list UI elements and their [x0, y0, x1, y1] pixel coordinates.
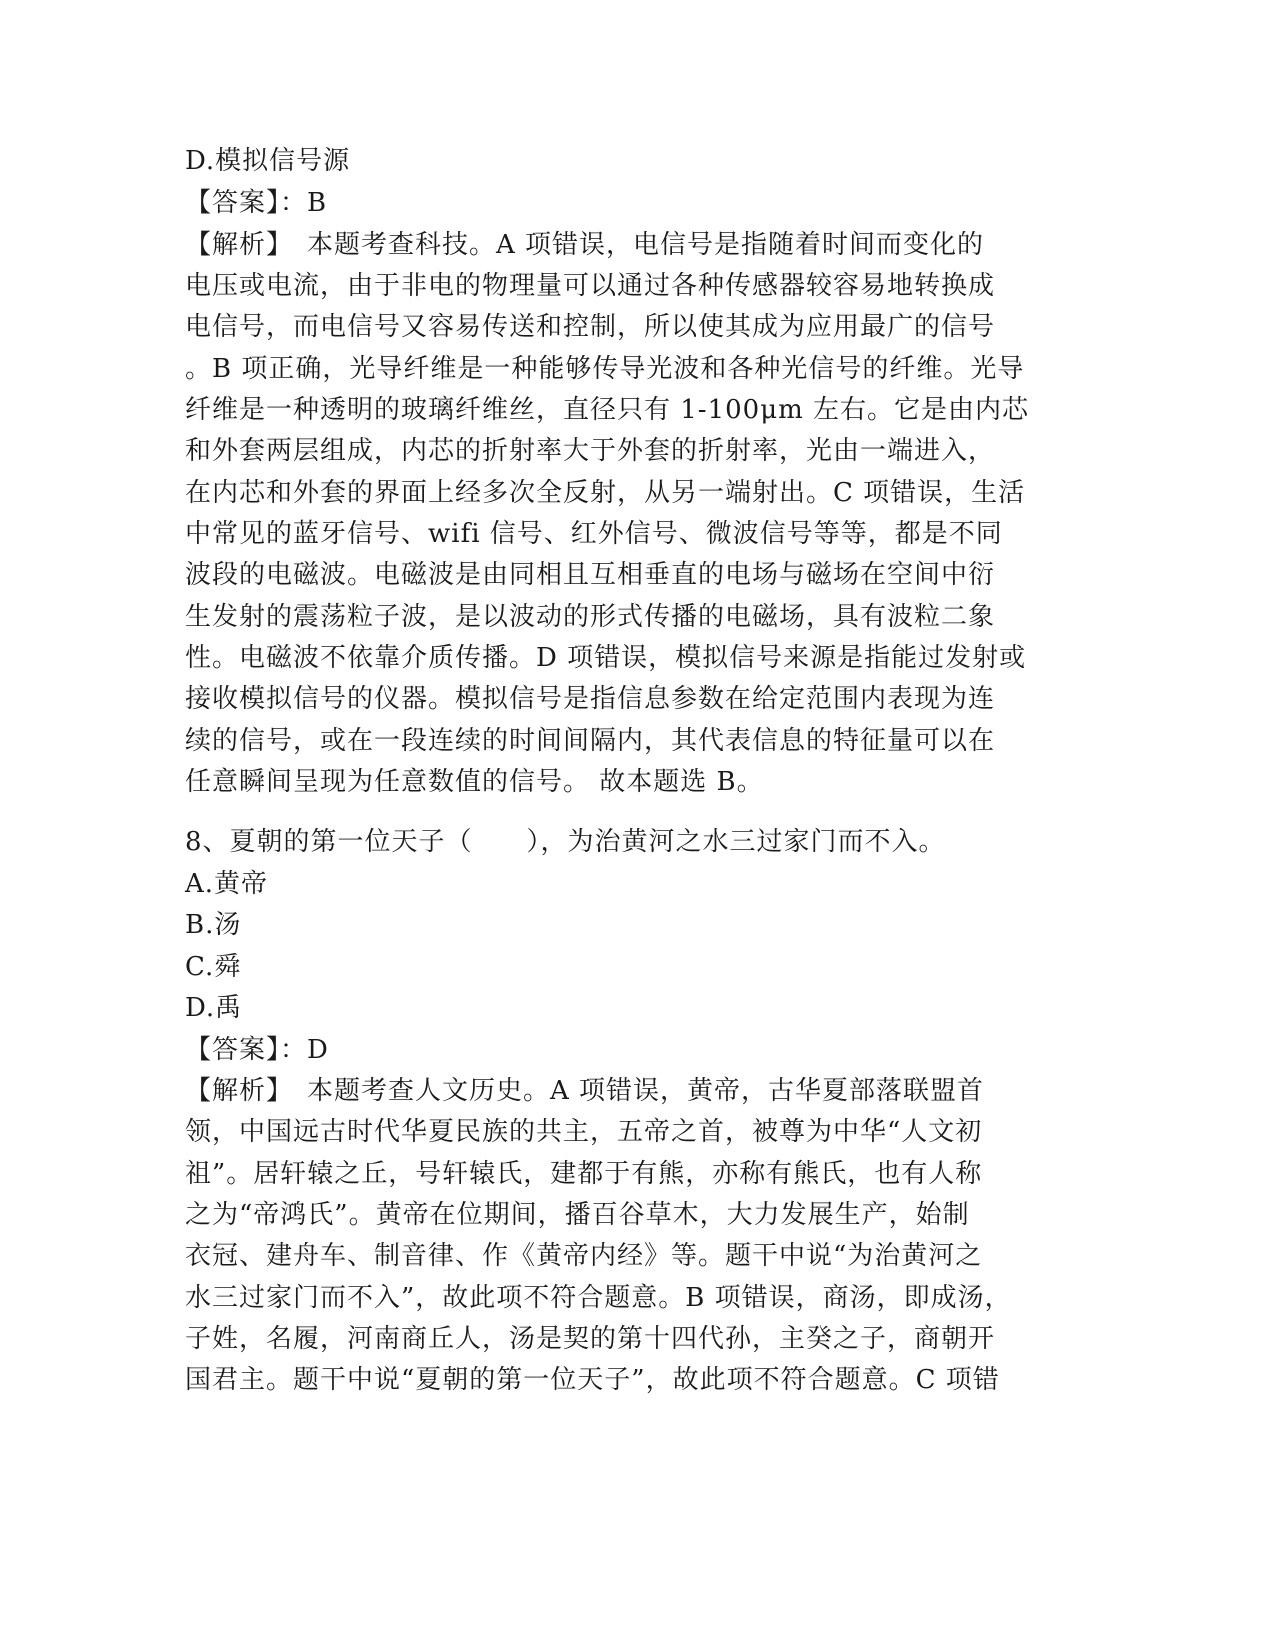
q7-analysis-line: 中常见的蓝牙信号、wifi 信号、红外信号、微波信号等等，都是不同 — [185, 519, 1003, 549]
q8-question-stem: 8、夏朝的第一位天子（ ），为治黄河之水三过家门而不入。 — [185, 827, 946, 857]
q7-analysis-line: 波段的电磁波。电磁波是由同相且互相垂直的电场与磁场在空间中衍 — [185, 560, 996, 590]
q8-option-b: B.汤 — [185, 910, 242, 940]
q7-analysis-line: 生发射的震荡粒子波，是以波动的形式传播的电磁场，具有波粒二象 — [185, 602, 996, 632]
q8-analysis-line: 之为“帝鸿氏”。黄帝在位期间，播百谷草木，大力发展生产，始制 — [185, 1200, 970, 1230]
q8-option-d: D.禹 — [185, 993, 243, 1023]
q8-answer: 【答案】：D — [185, 1035, 329, 1065]
q7-answer: 【答案】：B — [185, 188, 328, 218]
q8-analysis-line: 【解析】 本题考查人文历史。A 项错误，黄帝，古华夏部落联盟首 — [185, 1076, 985, 1106]
q7-analysis-line: 和外套两层组成，内芯的折射率大于外套的折射率，光由一端进入， — [185, 436, 996, 466]
q8-analysis-line: 国君主。题干中说“夏朝的第一位天子”，故此项不符合题意。C 项错 — [185, 1365, 1000, 1395]
q8-option-a: A.黄帝 — [185, 869, 269, 899]
q7-analysis-line: 续的信号，或在一段连续的时间间隔内，其代表信息的特征量可以在 — [185, 726, 996, 756]
q7-analysis-line: 在内芯和外套的界面上经多次全反射，从另一端射出。C 项错误，生活 — [185, 478, 1026, 508]
q7-analysis-line: 任意瞬间呈现为任意数值的信号。 故本题选 B。 — [185, 767, 764, 797]
q7-option-d: D.模拟信号源 — [185, 146, 351, 176]
q8-option-c: C.舜 — [185, 952, 242, 982]
q8-analysis-line: 水三过家门而不入”，故此项不符合题意。B 项错误，商汤，即成汤， — [185, 1283, 1012, 1313]
q7-analysis-line: 纤维是一种透明的玻璃纤维丝，直径只有 1-100μm 左右。它是由内芯 — [185, 395, 1030, 425]
q7-analysis-line: 电压或电流，由于非电的物理量可以通过各种传感器较容易地转换成 — [185, 271, 996, 301]
q7-analysis-line: 【解析】 本题考查科技。A 项错误，电信号是指随着时间而变化的 — [185, 230, 985, 260]
q8-analysis-line: 领，中国远古时代华夏民族的共主，五帝之首，被尊为中华“人文初 — [185, 1117, 983, 1147]
q7-analysis-line: 性。电磁波不依靠介质传播。D 项错误，模拟信号来源是指能过发射或 — [185, 643, 1027, 673]
q8-analysis-line: 祖”。居轩辕之丘，号轩辕氏，建都于有熊，亦称有熊氏，也有人称 — [185, 1159, 983, 1189]
q8-analysis-line: 子姓，名履，河南商丘人，汤是契的第十四代孙，主癸之子，商朝开 — [185, 1324, 996, 1354]
q8-analysis-line: 衣冠、建舟车、制音律、作《黄帝内经》等。题干中说“为治黄河之 — [185, 1241, 983, 1271]
q7-analysis-line: 。B 项正确，光导纤维是一种能够传导光波和各种光信号的纤维。光导 — [185, 354, 1025, 384]
q7-analysis-line: 电信号，而电信号又容易传送和控制，所以使其成为应用最广的信号 — [185, 312, 996, 342]
q7-analysis-line: 接收模拟信号的仪器。模拟信号是指信息参数在给定范围内表现为连 — [185, 684, 996, 714]
